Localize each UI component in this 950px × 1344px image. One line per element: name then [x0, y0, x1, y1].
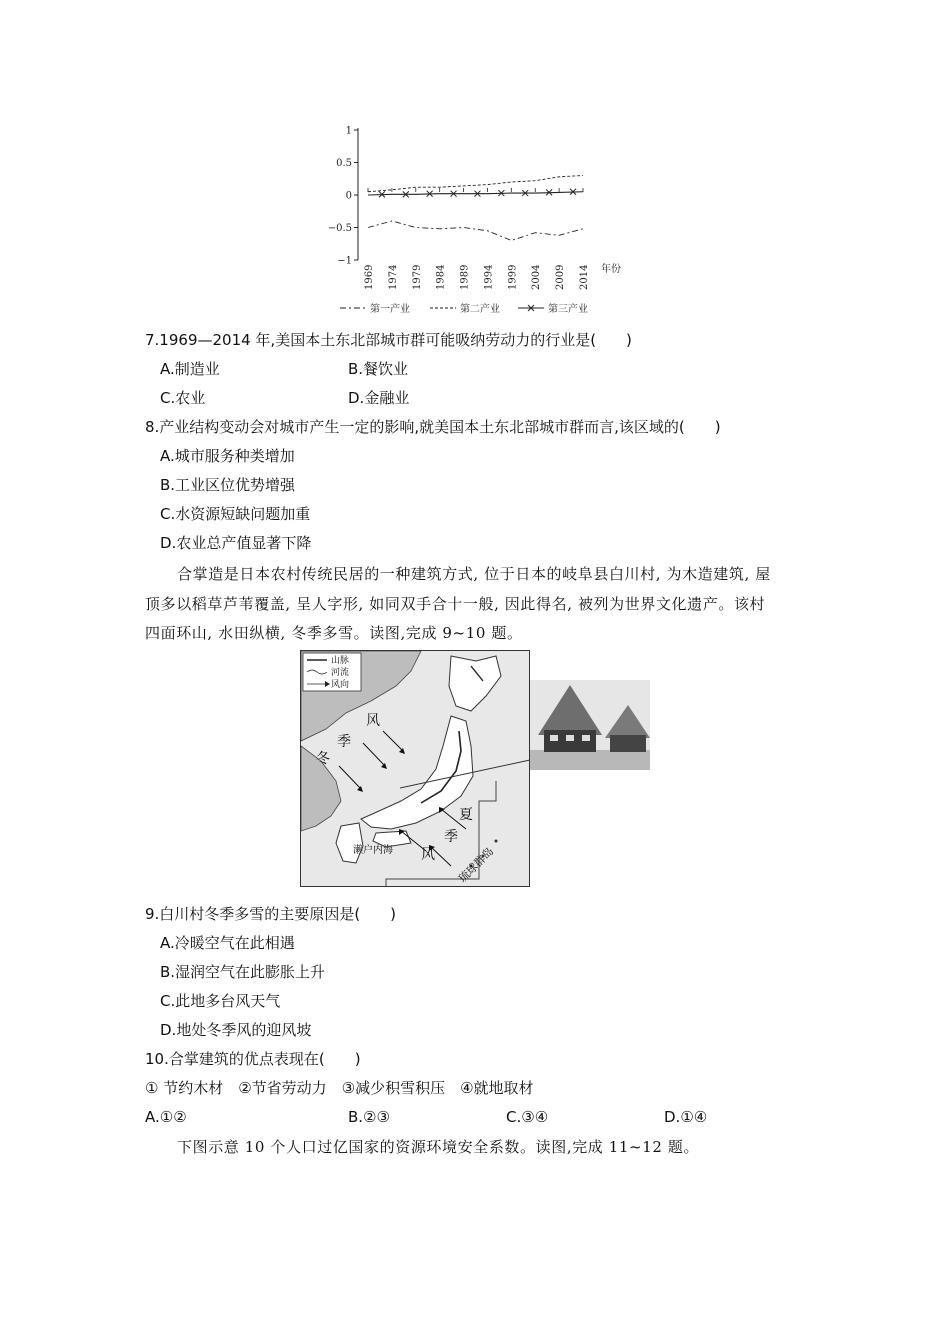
q9-option-d: D.地处冬季风的迎风坡 [160, 1021, 312, 1039]
q7-option-b: B.餐饮业 [348, 360, 409, 378]
legend-label-3: 第三产业 [548, 304, 588, 315]
q7-option-a: A.制造业 [160, 360, 220, 378]
summer-wind-char-1: 夏 [459, 807, 473, 823]
question-7-stem: 7.1969—2014 年,美国本土东北部城市群可能吸纳劳动力的行业是( ) [145, 331, 632, 349]
chart-x-axis-label: 年份 [601, 264, 621, 275]
seto-inland-sea-label: 濑户内海 [353, 845, 393, 856]
q7-option-c: C.农业 [160, 389, 206, 407]
legend-wind: 风向 [331, 680, 350, 690]
x-tick-label: 1994 [483, 264, 495, 290]
industry-line-chart [318, 118, 638, 323]
y-tick-label: 0 [345, 190, 352, 202]
x-tick-label: 2014 [579, 264, 590, 290]
chart-y-ticks [328, 126, 358, 267]
q9-option-c: C.此地多台风天气 [160, 992, 281, 1010]
winter-wind-char-1: 冬 [316, 751, 330, 767]
question-9-stem: 9.白川村冬季多雪的主要原因是( ) [145, 905, 397, 923]
y-tick-label: 0.5 [336, 158, 352, 169]
series-line-2 [368, 176, 583, 192]
chart-legend [340, 302, 588, 315]
x-tick-label: 2009 [555, 264, 567, 290]
passage-line-3: 四面环山, 水田纵横, 冬季多雪。读图,完成 9~10 题。 [145, 624, 523, 642]
intro-q11-12: 下图示意 10 个人口过亿国家的资源环境安全系数。读图,完成 11~12 题。 [177, 1138, 700, 1156]
q9-option-a: A.冷暖空气在此相遇 [160, 934, 295, 952]
q8-option-c: C.水资源短缺问题加重 [160, 505, 311, 523]
x-tick-label: 1974 [387, 264, 399, 290]
winter-wind-char-2: 季 [337, 734, 351, 750]
q7-option-d: D.金融业 [348, 389, 410, 407]
question-8-stem: 8.产业结构变动会对城市产生一定的影响,就美国本土东北部城市群而言,该区域的( ) [145, 418, 721, 436]
passage-line-1: 合掌造是日本农村传统民居的一种建筑方式, 位于日本的岐阜县白川村, 为木造建筑, 屋 [177, 565, 771, 583]
q8-option-a: A.城市服务种类增加 [160, 447, 295, 465]
legend-river: 河流 [331, 668, 350, 678]
summer-wind-char-2: 季 [444, 829, 458, 845]
passage-line-2: 顶多以稻草芦苇覆盖, 呈人字形, 如同双手合十一般, 因此得名, 被列为世界文化遗产。该村 [145, 595, 766, 613]
x-tick-label: 1969 [364, 264, 375, 290]
y-tick-label: −0.5 [327, 223, 352, 234]
ryukyu-islands-label: 琉球群岛 [455, 844, 497, 886]
q10-option-a: A.①② [145, 1108, 187, 1126]
map-photo-connector [400, 700, 540, 800]
chart-series [368, 176, 583, 241]
x-tick-label: 1999 [507, 264, 519, 290]
summer-wind-char-3: 风 [421, 847, 435, 863]
y-tick-label: 1 [345, 125, 352, 137]
legend-mountain: 山脉 [331, 656, 350, 666]
q8-option-b: B.工业区位优势增强 [160, 476, 296, 494]
q10-items: ① 节约木材 ②节省劳动力 ③减少积雪积压 ④就地取材 [145, 1079, 534, 1097]
x-tick-label: 2004 [531, 264, 543, 290]
q9-option-b: B.湿润空气在此膨胀上升 [160, 963, 326, 981]
x-tick-label: 1989 [459, 264, 471, 290]
winter-wind-char-3: 风 [366, 713, 380, 729]
q10-option-c: C.③④ [506, 1108, 549, 1126]
question-10-stem: 10.合掌建筑的优点表现在( ) [145, 1050, 361, 1068]
q8-option-d: D.农业总产值显著下降 [160, 534, 312, 552]
q10-option-d: D.①④ [664, 1108, 708, 1126]
legend-label-1: 第一产业 [370, 304, 410, 315]
chart-x-ticks [364, 188, 590, 290]
q10-option-b: B.②③ [348, 1108, 390, 1126]
y-tick-label: −1 [337, 255, 352, 267]
gassho-house-photo [530, 680, 650, 770]
series-line-1 [368, 221, 583, 241]
x-tick-label: 1979 [411, 264, 423, 290]
x-tick-label: 1984 [435, 264, 447, 290]
legend-label-2: 第二产业 [460, 304, 500, 315]
